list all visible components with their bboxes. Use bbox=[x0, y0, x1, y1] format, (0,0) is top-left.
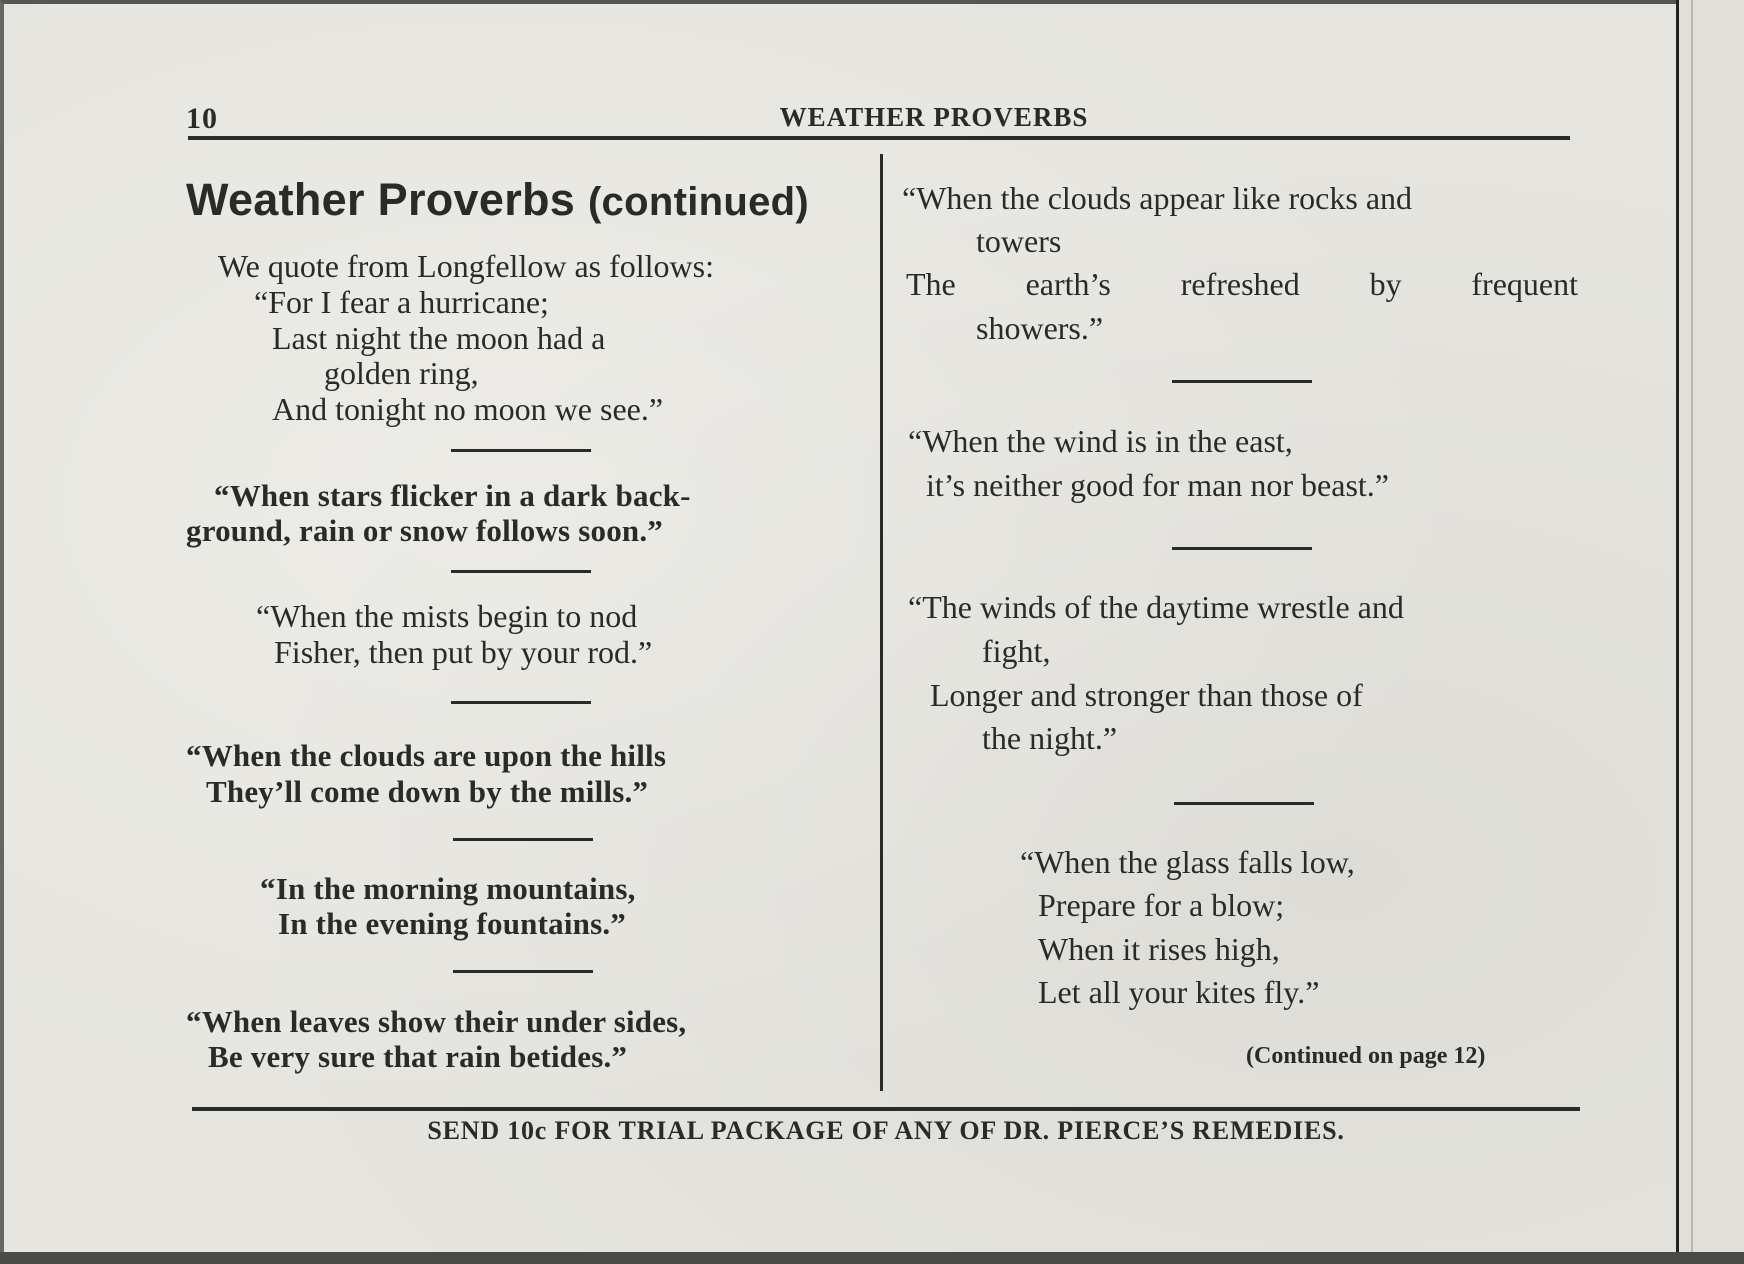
page-gutter-line bbox=[1691, 0, 1693, 1252]
proverb-line: the night.” bbox=[982, 720, 1118, 756]
proverb-line: “When the glass falls low, bbox=[1020, 844, 1355, 880]
proverb-line: “When stars flicker in a dark back- bbox=[214, 478, 691, 513]
proverb-line: towers bbox=[976, 223, 1062, 259]
column-divider bbox=[880, 154, 883, 1091]
page-number: 10 bbox=[186, 102, 218, 135]
proverb-line: golden ring, bbox=[324, 355, 479, 391]
footer-advert: SEND 10c FOR TRIAL PACKAGE OF ANY OF DR. PIERCE’S REMEDIES. bbox=[427, 1116, 1345, 1145]
separator-rule bbox=[1172, 547, 1312, 550]
proverb-line: “When leaves show their under sides, bbox=[186, 1004, 687, 1039]
proverb-line: Last night the moon had a bbox=[272, 320, 606, 356]
proverb-line: Longer and stronger than those of bbox=[930, 677, 1363, 713]
intro-line: We quote from Longfellow as follows: bbox=[218, 248, 714, 284]
page-title-suffix: (continued) bbox=[587, 180, 809, 224]
proverb-line: “When the wind is in the east, bbox=[908, 423, 1293, 459]
footer-rule bbox=[192, 1107, 1580, 1111]
separator-rule bbox=[1172, 380, 1312, 383]
proverb-line: Let all your kites fly.” bbox=[1038, 974, 1320, 1010]
proverb-line: Be very sure that rain betides.” bbox=[208, 1039, 628, 1074]
proverb-line: it’s neither good for man nor beast.” bbox=[926, 467, 1389, 503]
proverb-line: fight, bbox=[982, 633, 1051, 669]
header-rule bbox=[188, 136, 1570, 140]
separator-rule bbox=[451, 701, 591, 704]
proverb-line: ground, rain or snow follows soon.” bbox=[186, 513, 663, 548]
page-title bbox=[186, 174, 809, 226]
proverb-line: “For I fear a hurricane; bbox=[254, 284, 549, 320]
proverb-line: “When the mists begin to nod bbox=[256, 598, 638, 634]
next-page-edge bbox=[1676, 0, 1744, 1252]
proverb-line: In the evening fountains.” bbox=[278, 906, 626, 941]
separator-rule bbox=[1174, 802, 1314, 805]
proverb-line: They’ll come down by the mills.” bbox=[206, 774, 649, 809]
separator-rule bbox=[451, 570, 591, 573]
proverb-line: When it rises high, bbox=[1038, 931, 1280, 967]
proverb-line: Fisher, then put by your rod.” bbox=[274, 634, 653, 670]
proverb-line: “The winds of the daytime wrestle and bbox=[908, 589, 1404, 625]
running-title: WEATHER PROVERBS bbox=[779, 102, 1089, 132]
proverb-line: “When the clouds appear like rocks and bbox=[902, 180, 1413, 216]
scan-bottom-edge bbox=[0, 1252, 1744, 1264]
separator-rule bbox=[451, 449, 591, 452]
proverb-line: showers.” bbox=[976, 310, 1104, 346]
page-title-main: Weather Proverbs bbox=[186, 174, 576, 225]
proverb-line: “When the clouds are upon the hills bbox=[186, 738, 667, 773]
continued-note: (Continued on page 12) bbox=[1246, 1043, 1486, 1069]
proverb-line: The earth’s refreshed by frequent bbox=[906, 266, 1578, 302]
proverb-line: Prepare for a blow; bbox=[1038, 887, 1285, 923]
separator-rule bbox=[453, 970, 593, 973]
proverb-line: “In the morning mountains, bbox=[260, 871, 636, 906]
proverb-line: And tonight no moon we see.” bbox=[272, 391, 664, 427]
separator-rule bbox=[453, 838, 593, 841]
